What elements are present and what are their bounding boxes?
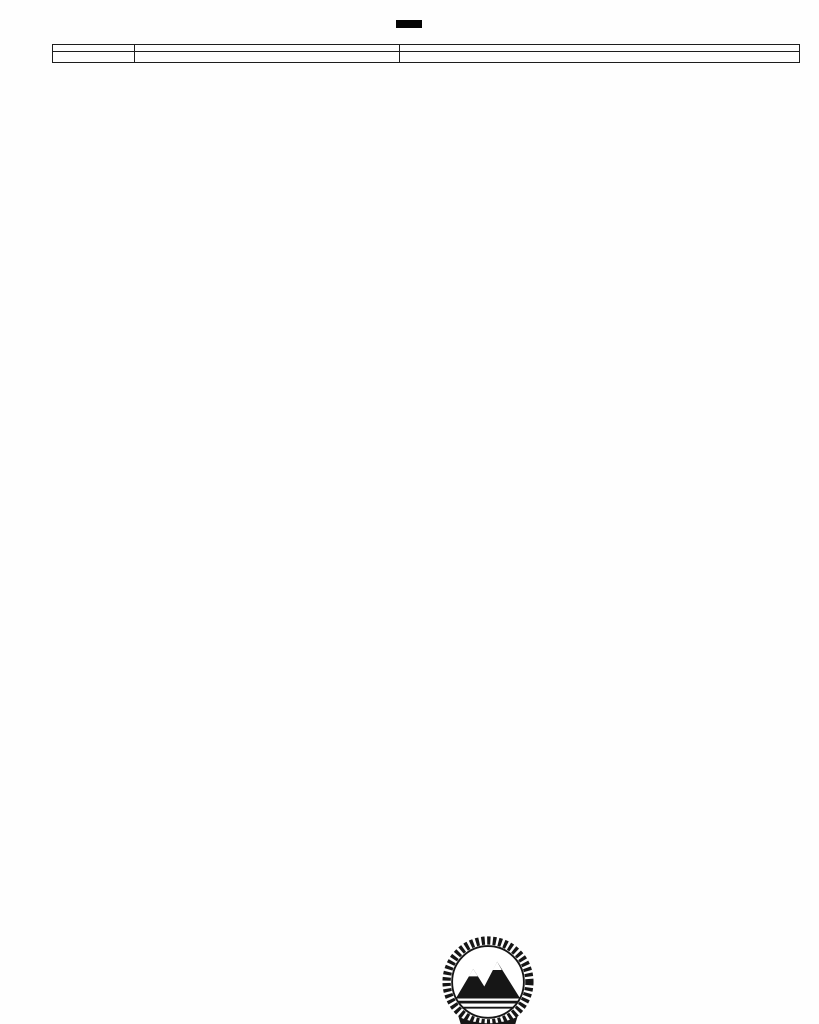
notice-title (396, 20, 422, 28)
qualifications-cell (134, 52, 399, 63)
table-header-row (53, 45, 800, 52)
priorities-cell (399, 52, 799, 63)
table-header-priority (399, 45, 799, 52)
table-header-qualification (134, 45, 399, 52)
notice-title-row (14, 15, 803, 33)
age-limit-cell (53, 52, 135, 63)
nepal-police-emblem-icon (442, 934, 534, 1024)
eligibility-table (52, 44, 800, 63)
table-body-row (53, 52, 800, 63)
footer-signature-block (0, 930, 819, 1024)
footer-text-block (535, 958, 740, 967)
table-header-age (53, 45, 135, 52)
